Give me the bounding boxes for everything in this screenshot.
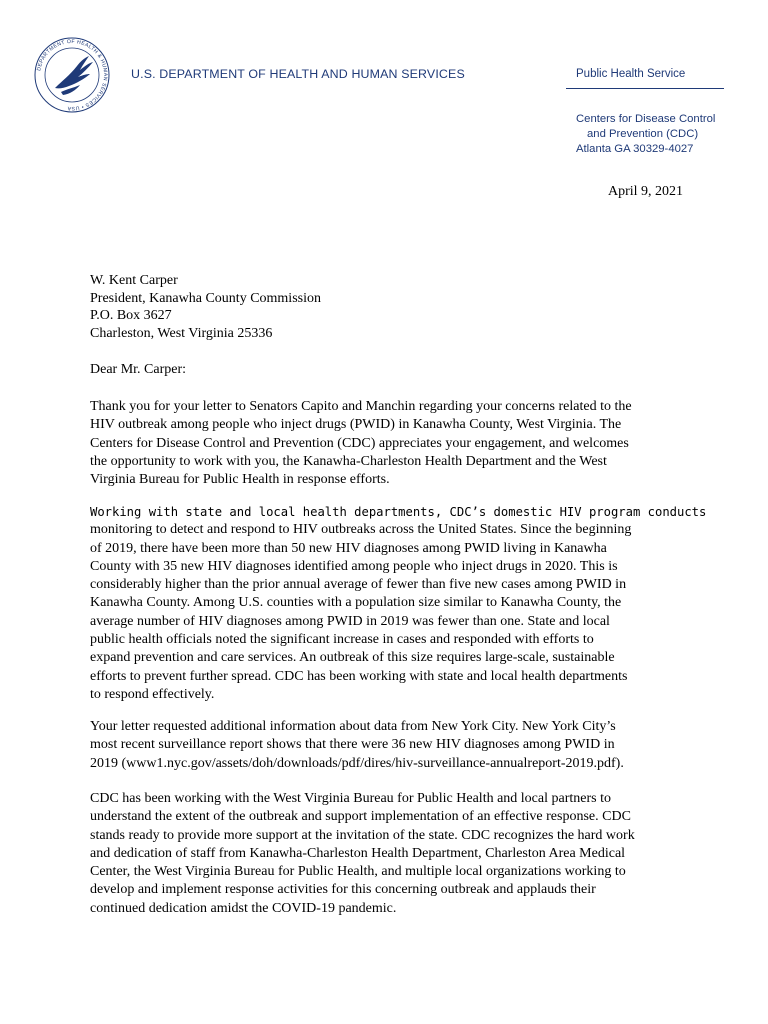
paragraph-line: Centers for Disease Control and Prevention (CDC) appreciates your engagement, and welcomes	[90, 435, 629, 451]
paragraph-line: of 2019, there have been more than 50 new HIV diagnoses among PWID living in Kanawha	[90, 540, 607, 556]
paragraph-line: and dedication of staff from Kanawha-Charleston Health Department, Charleston Area Medical	[90, 845, 626, 861]
paragraph-line: continued dedication amidst the COVID-19 pandemic.	[90, 900, 397, 916]
hhs-seal-logo	[33, 36, 111, 114]
paragraph-line: Thank you for your letter to Senators Capito and Manchin regarding your concerns related to the	[90, 399, 632, 414]
paragraph-line: considerably higher than the prior annual average of fewer than five new cases among PWID in	[90, 577, 627, 593]
recipient-po-box: P.O. Box 3627	[90, 308, 172, 323]
body-paragraph	[90, 790, 690, 918]
paragraph-line: efforts to prevent further spread. CDC has been working with state and local health departments	[90, 668, 628, 684]
agency-address	[576, 112, 715, 157]
body-paragraph	[90, 398, 690, 489]
paragraph-line: average number of HIV diagnoses among PWID in 2019 was fewer than one. State and local	[90, 613, 610, 629]
svg-text:DEPARTMENT OF HEALTH & HUMAN S: DEPARTMENT OF HEALTH & HUMAN SERVICES • USA	[36, 38, 109, 112]
recipient-city: Charleston, West Virginia 25336	[90, 325, 273, 341]
recipient-name: W. Kent Carper	[90, 273, 178, 288]
paragraph-line: monitoring to detect and respond to HIV outbreaks across the United States. Since the beginning	[90, 522, 632, 538]
paragraph-line: County with 35 new HIV diagnoses identified among people who inject drugs in 2020. This is	[90, 558, 618, 574]
paragraph-line: to respond effectively.	[90, 686, 215, 702]
paragraph-line: most recent surveillance report shows that there were 36 new HIV diagnoses among PWID in	[90, 737, 615, 753]
paragraph-line: the opportunity to work with you, the Kanawha-Charleston Health Department and the West	[90, 453, 607, 469]
paragraph-line: HIV outbreak among people who inject drugs (PWID) in Kanawha County, West Virginia. The	[90, 417, 622, 433]
paragraph-line: Kanawha County. Among U.S. counties with a population size similar to Kanawha County, the	[90, 595, 622, 611]
salutation: Dear Mr. Carper:	[90, 362, 187, 377]
letterhead-divider	[566, 88, 724, 89]
body-paragraph	[90, 503, 707, 704]
paragraph-line: public health officials noted the significant increase in cases and responded with efforts to	[90, 632, 594, 648]
paragraph-line: stands ready to provide more support at the invitation of the state. CDC recognizes the hard work	[90, 827, 635, 843]
service-name: Public Health Service	[576, 68, 686, 80]
paragraph-line: Center, the West Virginia Bureau for Public Health, and multiple local organizations working to	[90, 864, 626, 880]
agency-line: and Prevention (CDC)	[587, 128, 699, 140]
paragraph-line: expand prevention and care services. An outbreak of this size requires large-scale, sustainable	[90, 650, 615, 666]
letter-date: April 9, 2021	[608, 184, 684, 199]
paragraph-line: Virginia Bureau for Public Health in response efforts.	[90, 472, 390, 488]
paragraph-line: develop and implement response activities for this concerning outbreak and applauds their	[90, 882, 596, 898]
paragraph-line: 2019 (www1.nyc.gov/assets/doh/downloads/pdf/dires/hiv-surveillance-annualreport-2019.pdf).	[90, 755, 624, 771]
paragraph-line: Working with state and local health departments, CDC’s domestic HIV program conducts	[90, 505, 707, 519]
body-paragraph	[90, 718, 690, 773]
agency-line: Atlanta GA 30329-4027	[576, 143, 694, 155]
department-name: U.S. DEPARTMENT OF HEALTH AND HUMAN SERVICES	[131, 67, 465, 81]
paragraph-line: CDC has been working with the West Virginia Bureau for Public Health and local partners to	[90, 791, 611, 806]
agency-line: Centers for Disease Control	[576, 113, 716, 125]
recipient-address	[90, 272, 321, 342]
paragraph-line: understand the extent of the outbreak and support implementation of an effective response. CDC	[90, 809, 631, 825]
paragraph-line: Your letter requested additional information about data from New York City. New York City’s	[90, 719, 616, 734]
recipient-title: President, Kanawha County Commission	[90, 290, 321, 306]
